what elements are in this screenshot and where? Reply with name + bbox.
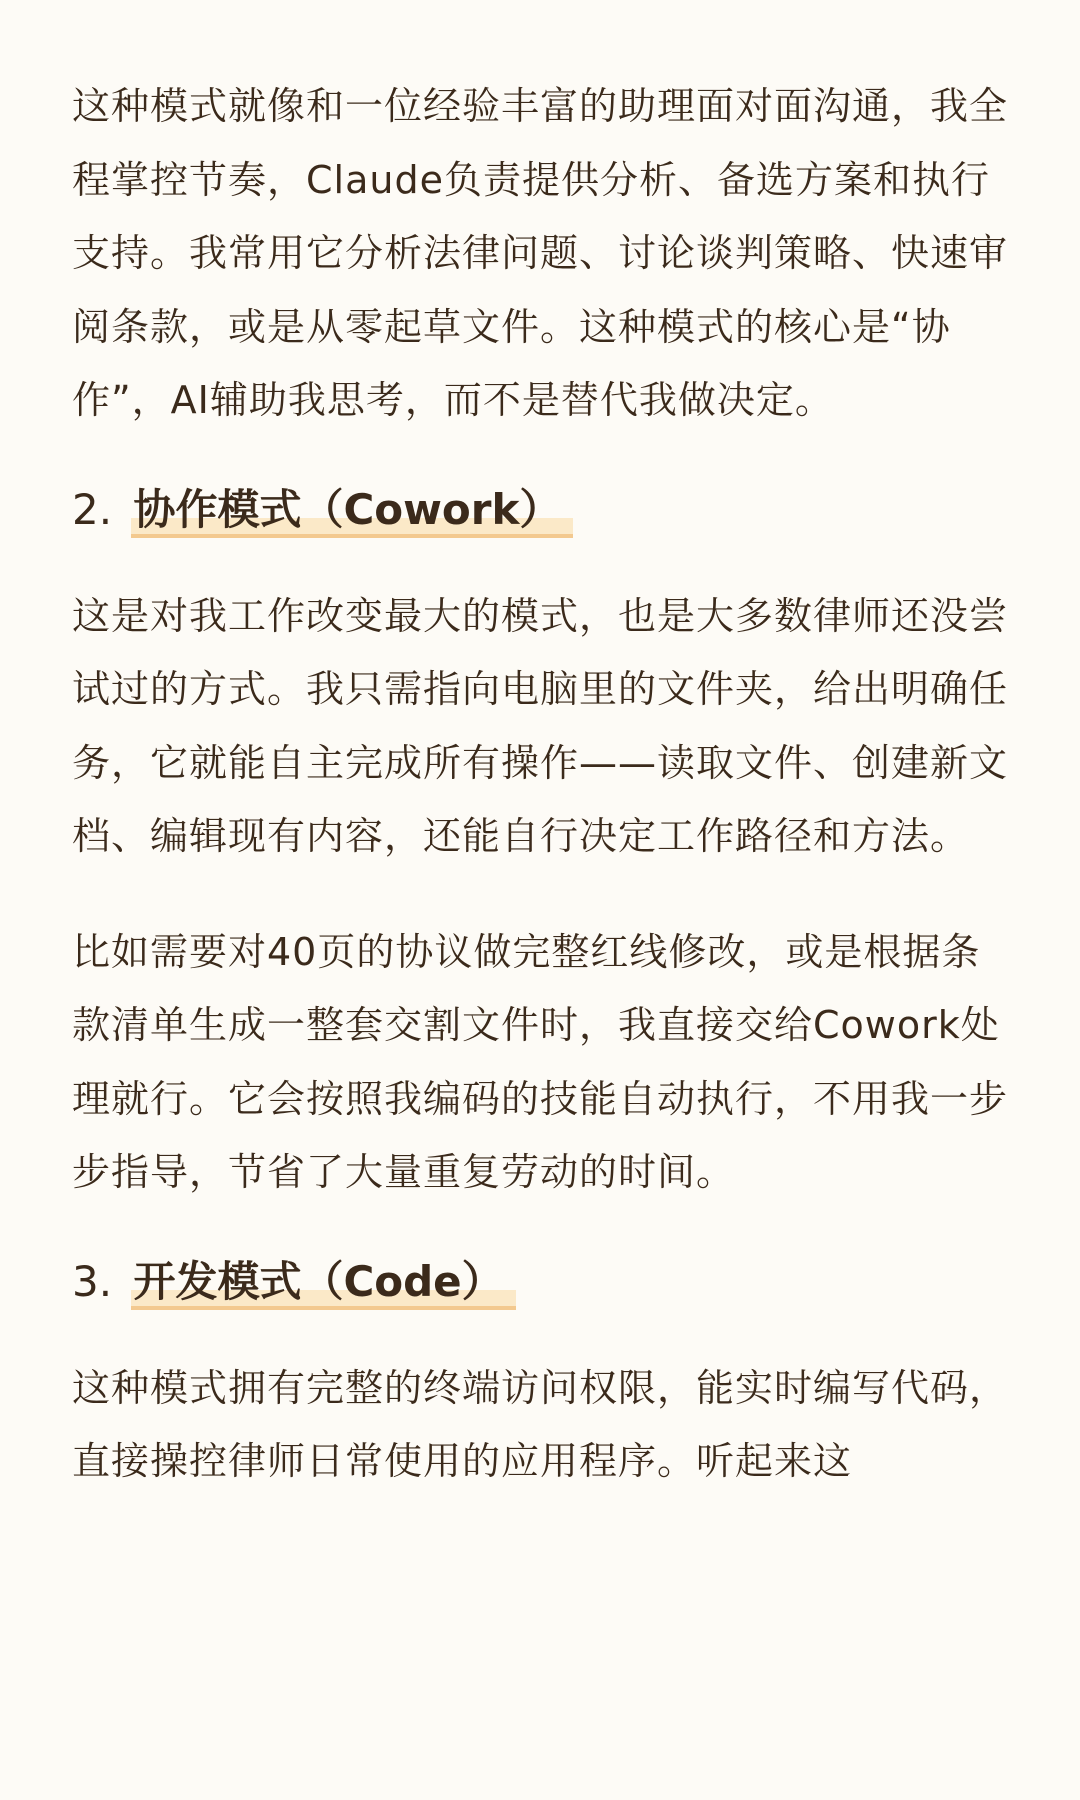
section-heading-cowork	[72, 480, 1018, 540]
section-title-highlighted: 开发模式（Code）	[131, 1257, 515, 1310]
section-number: 3.	[72, 1256, 113, 1306]
paragraph-cowork-intro: 这是对我工作改变最大的模式，也是大多数律师还没尝试过的方式。我只需指向电脑里的文件夹，给出明确任务，它就能自主完成所有操作——读取文件、创建新文档、编辑现有内容，还能自行决定工作路径和方法。	[72, 593, 1009, 858]
section-number: 2.	[72, 484, 113, 534]
paragraph-chat-mode: 这种模式就像和一位经验丰富的助理面对面沟通，我全程掌控节奏，Claude负责提供分析、备选方案和执行支持。我常用它分析法律问题、讨论谈判策略、快速审阅条款，或是从零起草文件。这种模式的核心是“协作”，AI辅助我思考，而不是替代我做决定。	[72, 84, 1009, 422]
paragraph-code-intro: 这种模式拥有完整的终端访问权限，能实时编写代码，直接操控律师日常使用的应用程序。听起来这	[72, 1365, 1009, 1483]
paragraph-cowork-example: 比如需要对40页的协议做完整红线修改，或是根据条款清单生成一整套交割文件时，我直接交给Cowork处理就行。它会按照我编码的技能自动执行，不用我一步步指导，节省了大量重复劳动的时间。	[72, 929, 1009, 1194]
section-title-highlighted: 协作模式（Cowork）	[131, 485, 573, 538]
section-heading-code	[72, 1252, 1018, 1312]
